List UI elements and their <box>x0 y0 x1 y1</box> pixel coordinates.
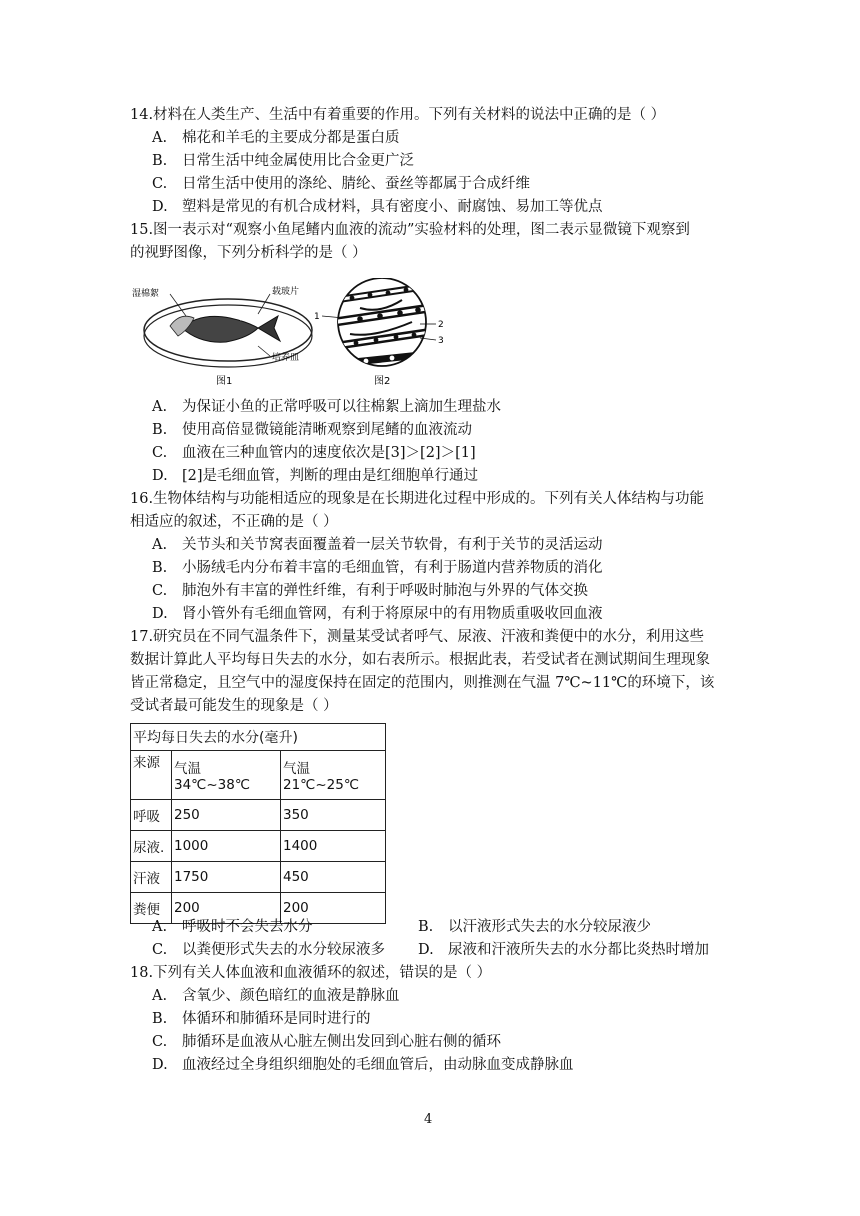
header-mild: 气温 21℃~25℃ <box>281 751 386 800</box>
q15-option-d: D. [2]是毛细血管，判断的理由是红细胞单行通过 <box>152 468 479 484</box>
q14-option-d: D. 塑料是常见的有机合成材料，具有密度小、耐腐蚀、易加工等优点 <box>152 199 603 215</box>
q17-stem-line2: 数据计算此人平均每日失去的水分，如右表所示。根据此表，若受试者在测试期间生理现象 <box>130 652 710 668</box>
dish-label: 培养皿 <box>272 353 300 363</box>
table-row <box>131 862 386 893</box>
header-source: 来源 <box>131 751 172 800</box>
header-hot: 气温 34℃~38℃ <box>172 751 281 800</box>
slide-label: 载玻片 <box>272 287 300 297</box>
table-row <box>131 831 386 862</box>
table-header-row <box>131 751 386 800</box>
q18-option-d: D. 血液经过全身组织细胞处的毛细血管后，由动脉血变成静脉血 <box>152 1057 574 1073</box>
q15-option-c: C. 血液在三种血管内的速度依次是[3]＞[2]＞[1] <box>152 445 476 461</box>
q14-option-b: B. 日常生活中纯金属使用比合金更广泛 <box>152 153 414 169</box>
q16-option-a: A. 关节头和关节窝表面覆盖着一层关节软骨，有利于关节的灵活运动 <box>152 537 603 553</box>
q14-option-c: C. 日常生活中使用的涤纶、腈纶、蚕丝等都属于合成纤维 <box>152 176 530 192</box>
page-number: 4 <box>424 1112 433 1127</box>
q16-option-b: B. 小肠绒毛内分布着丰富的毛细血管，有利于肠道内营养物质的消化 <box>152 560 603 576</box>
row-hot-value: 1000 <box>172 831 281 862</box>
figure-2-caption: 图2 <box>374 376 391 387</box>
q18-option-c: C. 肺循环是血液从心脏左侧出发回到心脏右侧的循环 <box>152 1034 501 1050</box>
q17-option-c: C. 以粪便形式失去的水分较尿液多 <box>152 942 385 958</box>
row-source: 汗液 <box>131 862 172 893</box>
row-source: 尿液. <box>131 831 172 862</box>
vessel-label-2: 2 <box>438 320 444 330</box>
q17-option-d: D. 尿液和汗液所失去的水分都比炎热时增加 <box>418 942 709 958</box>
q17-stem-line4: 受试者最可能发生的现象是（ ） <box>130 698 338 714</box>
q15-option-b: B. 使用高倍显微镜能清晰观察到尾鳍的血液流动 <box>152 422 472 438</box>
figure-2-microscope-view <box>314 278 444 387</box>
row-hot-value: 250 <box>172 800 281 831</box>
water-loss-table <box>130 723 386 924</box>
q15-figures <box>130 278 460 390</box>
q18-option-b: B. 体循环和肺循环是同时进行的 <box>152 1011 371 1027</box>
row-source: 呼吸 <box>131 800 172 831</box>
q17-option-b: B. 以汗液形式失去的水分较尿液少 <box>418 919 651 935</box>
q17-stem-line3: 皆正常稳定，且空气中的湿度保持在固定的范围内，则推测在气温 7℃~11℃的环境下，该 <box>130 675 715 691</box>
q15-stem-line1: 15.图一表示对“观察小鱼尾鳍内血液的流动”实验材料的处理，图二表示显微镜下观察到 <box>130 222 690 238</box>
q16-stem-line1: 16.生物体结构与功能相适应的现象是在长期进化过程中形成的。下列有关人体结构与功能 <box>130 491 705 507</box>
row-mild-value: 1400 <box>281 831 386 862</box>
row-hot-value: 200 <box>172 893 281 924</box>
q16-option-d: D. 肾小管外有毛细血管网，有利于将原尿中的有用物质重吸收回血液 <box>152 606 603 622</box>
row-hot-value: 1750 <box>172 862 281 893</box>
q18-option-a: A. 含氧少、颜色暗红的血液是静脉血 <box>152 988 400 1004</box>
q14-stem: 14.材料在人类生产、生活中有着重要的作用。下列有关材料的说法中正确的是（ ） <box>130 107 666 123</box>
figure-1-petri-dish <box>132 285 312 387</box>
q17-option-a: A. 呼吸时不会失去水分 <box>152 919 313 935</box>
q15-stem-line2: 的视野图像，下列分析科学的是（ ） <box>130 245 367 261</box>
q14-option-a: A. 棉花和羊毛的主要成分都是蛋白质 <box>152 130 400 146</box>
q16-option-c: C. 肺泡外有丰富的弹性纤维，有利于呼吸时肺泡与外界的气体交换 <box>152 583 588 599</box>
vessel-label-3: 3 <box>438 336 444 346</box>
row-mild-value: 350 <box>281 800 386 831</box>
row-mild-value: 450 <box>281 862 386 893</box>
q15-option-a: A. 为保证小鱼的正常呼吸可以往棉絮上滴加生理盐水 <box>152 399 501 415</box>
q16-stem-line2: 相适应的叙述，不正确的是（ ） <box>130 514 338 530</box>
vessel-label-1: 1 <box>314 312 320 322</box>
figure-1-caption: 图1 <box>216 376 233 387</box>
wet-cotton-label: 湿棉絮 <box>132 289 160 299</box>
q18-stem: 18.下列有关人体血液和血液循环的叙述，错误的是（ ） <box>130 965 492 981</box>
table-title: 平均每日失去的水分(毫升) <box>131 724 386 751</box>
table-row <box>131 800 386 831</box>
q17-stem-line1: 17.研究员在不同气温条件下，测量某受试者呼气、尿液、汗液和粪便中的水分，利用这些 <box>130 629 705 645</box>
row-mild-value: 200 <box>281 893 386 924</box>
row-source: 粪便 <box>131 893 172 924</box>
